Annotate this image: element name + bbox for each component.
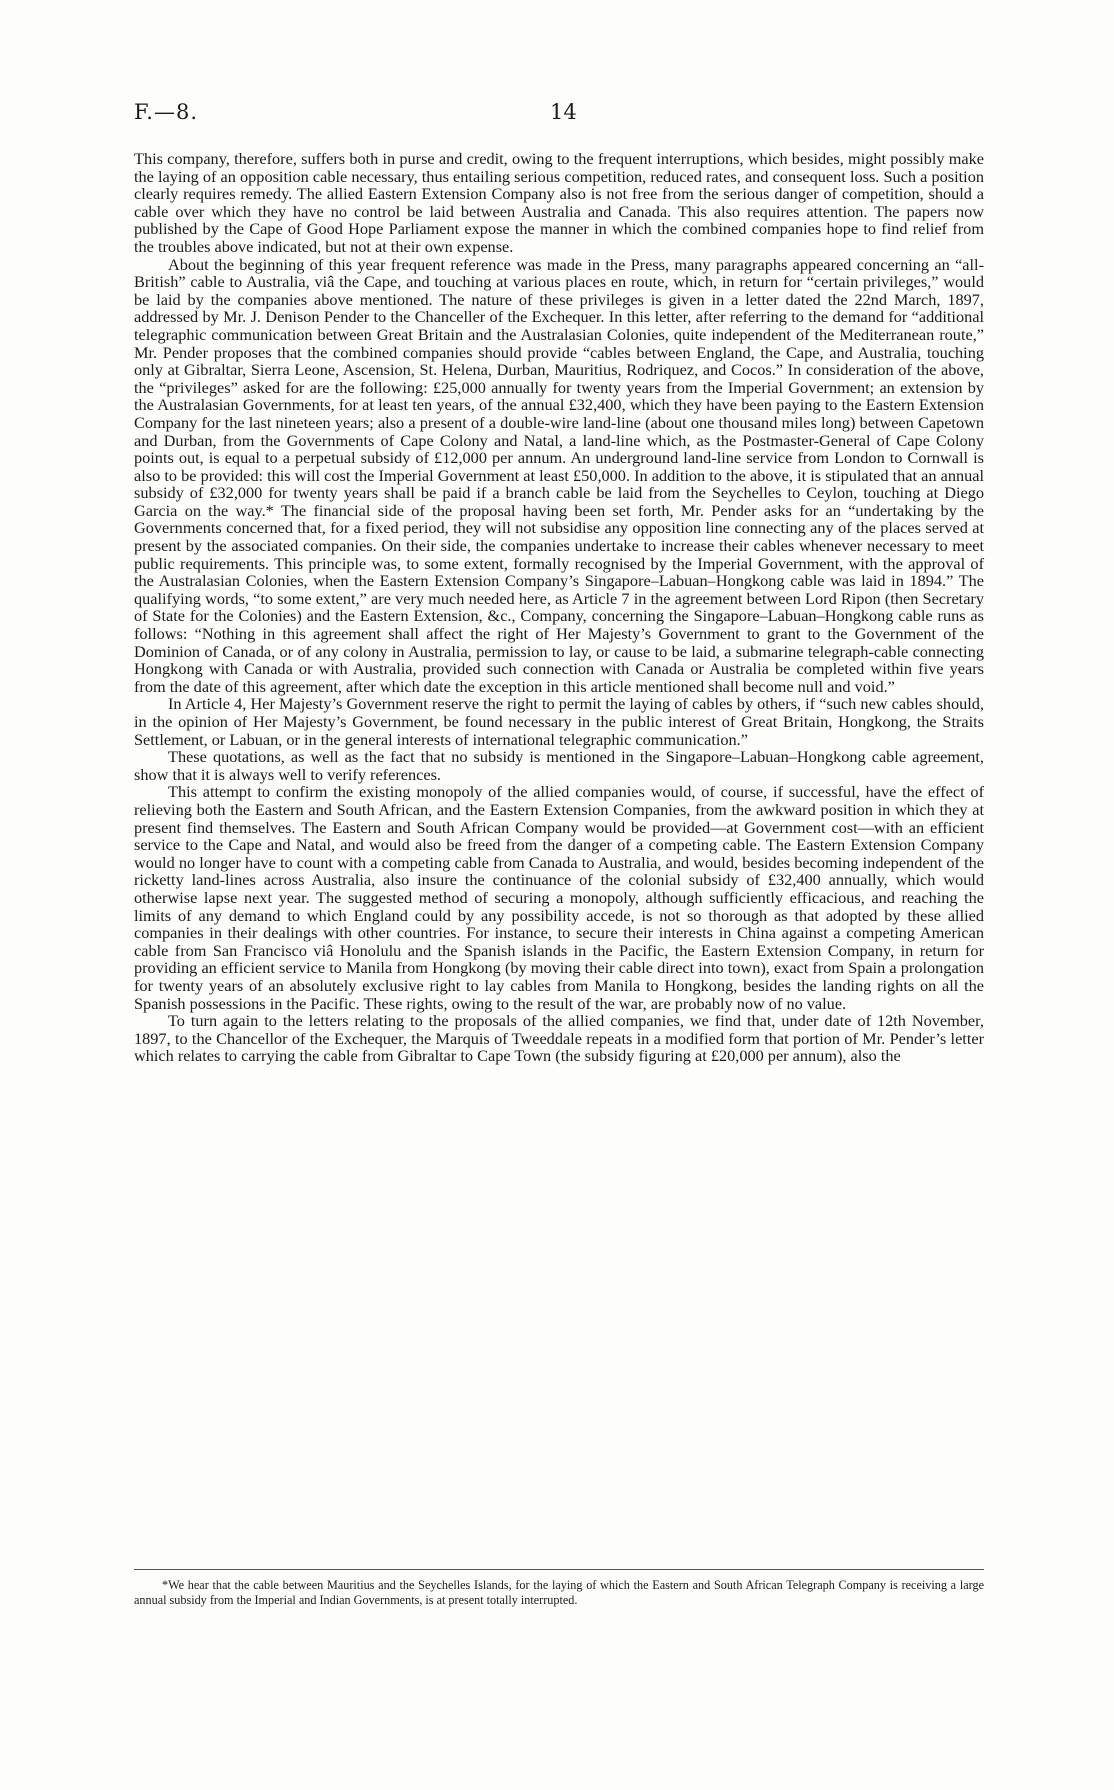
page-number: 14: [550, 100, 577, 124]
paragraph: In Article 4, Her Majesty’s Government reserve the right to permit the laying of cables by others, if “such new cables should, in the opinion of Her Majesty’s Government, be found necessary in the public interest of Great Britain, Hongkong, the Straits Settlement, or Labuan, or in the general interests of international telegraphic communication.”: [134, 694, 984, 749]
body-text: [134, 150, 984, 1065]
paragraph: About the beginning of this year frequent reference was made in the Press, many paragraphs appeared concerning an “all-British” cable to Australia, viâ the Cape, and touching at various places en route, which, in return for “certain privileges,” would be laid by the companies above mentioned. The nature of these privileges is given in a letter dated the 22nd March, 1897, addressed by Mr. J. Denison Pender to the Chanceller of the Exchequer. In this letter, after referring to the demand for “additional telegraphic communication between Great Britain and the Australasian Colonies, quite independent of the Mediterranean route,” Mr. Pender proposes that the combined companies should provide “cables between England, the Cape, and Australia, touching only at Gibraltar, Sierra Leone, Ascension, St. Helena, Durban, Mauritius, Rodriquez, and Cocos.” In consideration of the above, the “privileges” asked for are the following: £25,000 annually for twenty years from the Imperial Government; an extension by the Australasian Governments, for at least ten years, of the annual £32,400, which they have been paying to the Eastern Extension Company for the last nineteen years; also a present of a double-wire land-line (about one thousand miles long) between Capetown and Durban, from the Governments of Cape Colony and Natal, a land-line which, as the Postmaster-General of Cape Colony points out, is equal to a perpetual subsidy of £12,000 per annum. An underground land-line service from London to Cornwall is also to be provided: this will cost the Imperial Government at least £50,000. In addition to the above, it is stipulated that an annual subsidy of £32,000 for twenty years shall be paid if a branch cable be laid from the Seychelles to Ceylon, touching at Diego Garcia on the way.* The financial side of the proposal having been set forth, Mr. Pender asks for an “undertaking by the Governments concerned that, for a fixed period, they will not subsidise any opposition line connecting any of the places served at present by the associated companies. On their side, the companies undertake to increase their cables whenever necessary to meet public requirements. This principle was, to some extent, formally recognised by the Imperial Government, with the approval of the Australasian Colonies, when the Eastern Extension Company’s Singapore–Labuan–Hongkong cable was laid in 1894.” The qualifying words, “to some extent,” are very much needed here, as Article 7 in the agreement between Lord Ripon (then Secretary of State for the Colonies) and the Eastern Extension, &c., Company, concerning the Singapore–Labuan–Hongkong cable runs as follows: “Nothing in this agreement shall affect the right of Her Majesty’s Government to grant to the Government of the Dominion of Canada, or of any colony in Australia, permission to lay, or cause to be laid, a submarine telegraph-cable connecting Hongkong with Canada or with Australia, provided such connection with Canada or Australia be completed within five years from the date of this agreement, after which date the exception in this article mentioned shall become null and void.”: [134, 254, 984, 696]
paragraph: To turn again to the letters relating to the proposals of the allied companies, we find that, under date of 12th November, 1897, to the Chancellor of the Exchequer, the Marquis of Tweeddale repeats in a modified form that portion of Mr. Pender’s letter which relates to carrying the cable from Gibraltar to Cape Town (the subsidy figuring at £20,000 per annum), also the: [134, 1011, 984, 1066]
paragraph: These quotations, as well as the fact that no subsidy is mentioned in the Singapore–Labuan–Hongkong cable agreement, show that it is always well to verify references.: [134, 747, 984, 784]
page-header: [134, 100, 984, 130]
document-reference: F.—8.: [134, 100, 199, 124]
paragraph: This company, therefore, suffers both in purse and credit, owing to the frequent interruptions, which besides, might possibly make the laying of an opposition cable necessary, thus entailing serious competition, reduced rates, and consequent loss. Such a position clearly requires remedy. The allied Eastern Extension Company also is not free from the serious danger of competition, should a cable over which they have no control be laid between Australia and Canada. This also requires attention. The papers now published by the Cape of Good Hope Parliament expose the manner in which the combined companies hope to find relief from the troubles above indicated, but not at their own expense.: [134, 149, 984, 256]
footnote: *We hear that the cable between Mauritius and the Seychelles Islands, for the laying of which the Eastern and South African Telegraph Company is receiving a large annual subsidy from the Imperial and Indian Governments, is at present totally interrupted.: [134, 1578, 984, 1607]
paragraph: This attempt to confirm the existing monopoly of the allied companies would, of course, if successful, have the effect of relieving both the Eastern and South African, and the Eastern Extension Companies, from the awkward position in which they at present find themselves. The Eastern and South African Company would be provided—at Government cost—with an efficient service to the Cape and Natal, and would also be freed from the danger of a competing cable. The Eastern Extension Company would no longer have to count with a competing cable from Canada to Australia, and would, besides becoming independent of the ricketty land-lines across Australia, also insure the continuance of the colonial subsidy of £32,400 annually, which would otherwise lapse next year. The suggested method of securing a monopoly, although sufficiently efficacious, and reaching the limits of any demand to which England could by any possibility accede, is not so thorough as that adopted by these allied companies in their dealings with other countries. For instance, to secure their interests in China against a competing American cable from San Francisco viâ Honolulu and the Spanish islands in the Pacific, the Eastern Extension Company, in return for providing an efficient service to Manila from Hongkong (by moving their cable direct into town), exact from Spain a prolongation for twenty years of an absolutely exclusive right to lay cables from Manila to Hongkong, besides the landing rights on all the Spanish possessions in the Pacific. These rights, owing to the result of the war, are probably now of no value.: [134, 782, 984, 1013]
footnote-divider: [134, 1569, 984, 1570]
